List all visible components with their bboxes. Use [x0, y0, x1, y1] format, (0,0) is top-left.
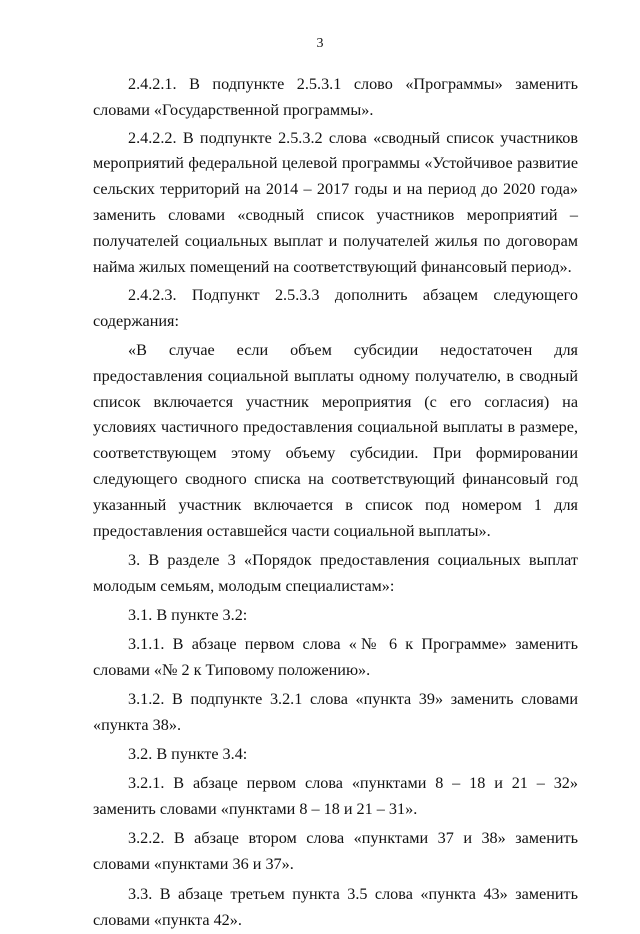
paragraph-quote-subsidy: «В случае если объем субсидии недостаточен для предоставления социальной выплаты одному получателю, в сводный список включается участник мероприятия (с его согласия) на условиях частичного предоставления социальной выплаты в размере, соответствующем этому объему субсидии. При формировании следующего сводного списка на соответствующий финансовый год указанный участник включается в список под номером 1 для предоставления оставшейся части социальной выплаты». [93, 340, 578, 540]
paragraph-3-2: 3.2. В пункте 3.4: [128, 744, 248, 763]
paragraph-3-2-1: 3.2.1. В абзаце первом слова «пунктами 8 – 18 и 21 – 32» заменить словами «пунктами 8 – 18 и 21 – 31». [93, 773, 578, 818]
paragraph-3-2-2: 3.2.2. В абзаце втором слова «пунктами 37 и 38» заменить словами «пунктами 36 и 37». [93, 829, 578, 874]
paragraph-2-4-2-1: 2.4.2.1. В подпункте 2.5.3.1 слово «Программы» заменить словами «Государственной программы». [93, 75, 578, 119]
paragraph-3-1-1: 3.1.1. В абзаце первом слова «№ 6 к Программе» заменить словами «№ 2 к Типовому положению». [93, 634, 578, 679]
paragraph-3-3: 3.3. В абзаце третьем пункта 3.5 слова «пункта 43» заменить словами «пункта 42». [93, 884, 578, 929]
page-number: 3 [316, 36, 324, 51]
paragraph-3-1-2: 3.1.2. В подпункте 3.2.1 слова «пункта 39» заменить словами «пункта 38». [93, 690, 578, 735]
paragraph-section-3: 3. В разделе 3 «Порядок предоставления социальных выплат молодым семьям, молодым специалистам»: [93, 551, 578, 596]
document-body [93, 72, 578, 934]
paragraph-2-4-2-2: 2.4.2.2. В подпункте 2.5.3.2 слова «сводный список участников мероприятий федеральной целевой программы «Устойчивое развитие сельских территорий на 2014 – 2017 годы и на период до 2020 года» заменить словами «сводный список участников мероприятий – получателей социальных выплат и получателей жилья по договорам найма жилых помещений на соответствующий финансовый период». [93, 128, 578, 276]
paragraph-3-1: 3.1. В пункте 3.2: [128, 605, 248, 624]
paragraph-2-4-2-3: 2.4.2.3. Подпункт 2.5.3.3 дополнить абзацем следующего содержания: [93, 286, 578, 331]
